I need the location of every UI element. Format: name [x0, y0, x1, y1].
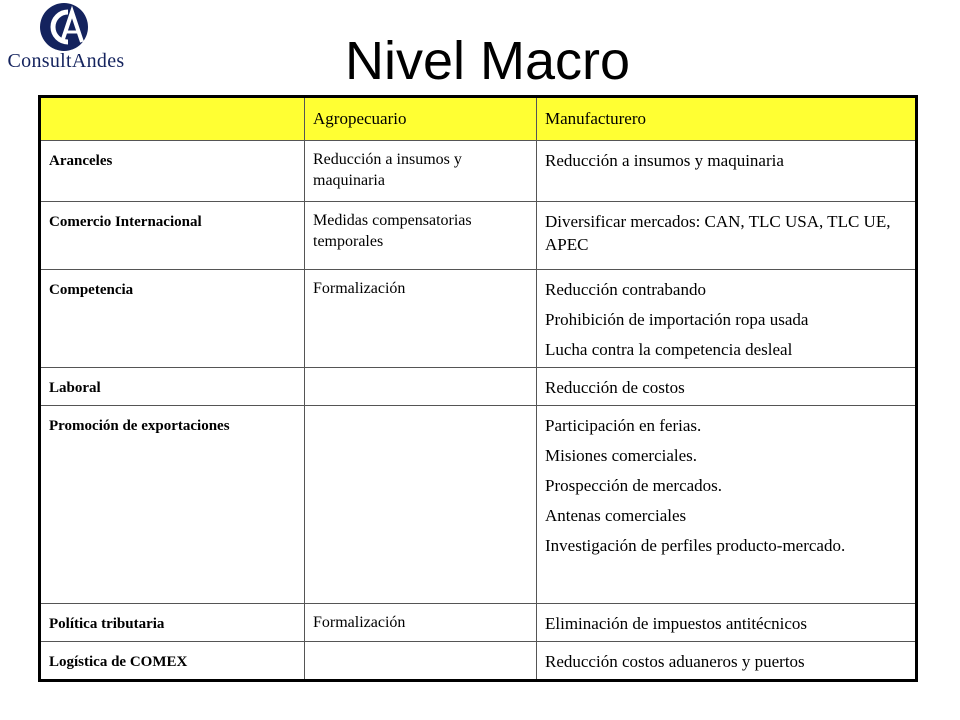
manuf-line: Prohibición de importación ropa usada: [545, 310, 809, 329]
manuf-line: Reducción contrabando: [545, 280, 706, 299]
row-label: Logística de COMEX: [40, 642, 305, 681]
manuf-line: Prospección de mercados.: [545, 476, 723, 495]
agro-cell: Reducción a insumos y maquinaria: [305, 141, 537, 202]
manuf-line: Investigación de perfiles producto-mercado.: [545, 536, 846, 555]
manuf-line: Reducción costos aduaneros y puertos: [545, 652, 805, 671]
header-cell-agropecuario: Agropecuario: [305, 97, 537, 141]
manuf-cell: [537, 270, 917, 368]
table-row: [40, 406, 917, 604]
manuf-line: Eliminación de impuestos antitécnicos: [545, 614, 808, 633]
row-label: Laboral: [40, 368, 305, 406]
table-row: [40, 270, 917, 368]
manuf-line: Reducción a insumos y maquinaria: [545, 151, 784, 170]
row-label: Aranceles: [40, 141, 305, 202]
agro-cell: Formalización: [305, 270, 537, 368]
agro-cell: [305, 368, 537, 406]
agro-cell: Medidas compensatorias temporales: [305, 202, 537, 270]
manuf-line: Lucha contra la competencia desleal: [545, 340, 793, 359]
manuf-line: Misiones comerciales.: [545, 446, 698, 465]
table-row: [40, 604, 917, 642]
policy-table: [38, 95, 918, 682]
row-label: Comercio Internacional: [40, 202, 305, 270]
agro-cell: [305, 642, 537, 681]
header-cell-manufacturero: Manufacturero: [537, 97, 917, 141]
manuf-line: Antenas comerciales: [545, 506, 687, 525]
table-row: [40, 642, 917, 681]
manuf-cell: [537, 368, 917, 406]
header-cell-empty: [40, 97, 305, 141]
table-header-row: [40, 97, 917, 141]
manuf-cell: [537, 604, 917, 642]
row-label: Promoción de exportaciones: [40, 406, 305, 604]
row-label: Competencia: [40, 270, 305, 368]
agro-cell: Formalización: [305, 604, 537, 642]
agro-cell: [305, 406, 537, 604]
row-label: Política tributaria: [40, 604, 305, 642]
manuf-cell: [537, 141, 917, 202]
manuf-line: Diversificar mercados: CAN, TLC USA, TLC UE, APEC: [545, 212, 891, 254]
table-row: [40, 202, 917, 270]
table-row: [40, 368, 917, 406]
manuf-line: Reducción de costos: [545, 378, 685, 397]
manuf-cell: [537, 406, 917, 604]
manuf-line: Participación en ferias.: [545, 416, 702, 435]
manuf-cell: [537, 202, 917, 270]
logo-wordmark: ConsultAndes: [7, 50, 125, 72]
slide-title: Nivel Macro: [344, 31, 631, 91]
table-row: [40, 141, 917, 202]
manuf-cell: [537, 642, 917, 681]
